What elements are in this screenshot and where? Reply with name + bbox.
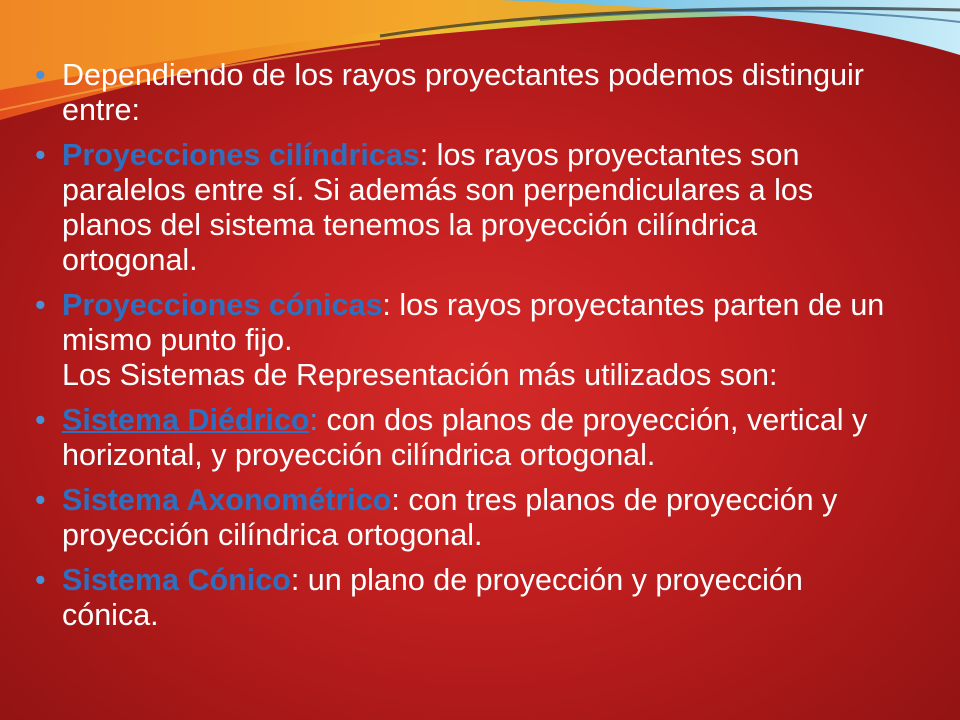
bullet-item-axonometrico xyxy=(35,483,895,553)
bullet-dot-icon: • xyxy=(35,58,46,92)
bullet-item-intro xyxy=(35,58,895,128)
bullet-item-conico xyxy=(35,563,895,633)
term-sistema-conico: Sistema Cónico xyxy=(62,563,291,597)
bullet-extra-text: Los Sistemas de Representación más utilizados son: xyxy=(62,358,778,392)
bullet-dot-icon: • xyxy=(35,563,46,597)
term-sistema-axonometrico: Sistema Axonométrico xyxy=(62,483,392,517)
link-sistema-diedrico[interactable]: Sistema Diédrico xyxy=(62,403,310,437)
bullet-item-diedrico xyxy=(35,403,895,473)
bullet-list xyxy=(35,58,895,643)
bullet-dot-icon: • xyxy=(35,288,46,322)
bullet-text: : un plano de proyección y proyección cónica. xyxy=(62,563,803,632)
colon: : xyxy=(309,403,318,437)
bullet-text: : los rayos proyectantes son paralelos entre sí. Si además son perpendiculares a los planos del sistema tenemos la proyección cilíndrica ortogonal. xyxy=(62,138,814,277)
bullet-item-conicas xyxy=(35,288,895,393)
bullet-dot-icon: • xyxy=(35,483,46,517)
bullet-dot-icon: • xyxy=(35,138,46,172)
bullet-text: con dos planos de proyección, vertical y horizontal, y proyección cilíndrica ortogonal. xyxy=(62,403,868,472)
term-proyecciones-cilindricas: Proyecciones cilíndricas xyxy=(62,138,420,172)
bullet-dot-icon: • xyxy=(35,403,46,437)
term-proyecciones-conicas: Proyecciones cónicas xyxy=(62,288,383,322)
bullet-text: : los rayos proyectantes parten de un mismo punto fijo. xyxy=(62,288,885,357)
bullet-text: Dependiendo de los rayos proyectantes podemos distinguir entre: xyxy=(62,58,864,127)
bullet-text: : con tres planos de proyección y proyección cilíndrica ortogonal. xyxy=(62,483,838,552)
bullet-item-cilindricas xyxy=(35,138,895,278)
